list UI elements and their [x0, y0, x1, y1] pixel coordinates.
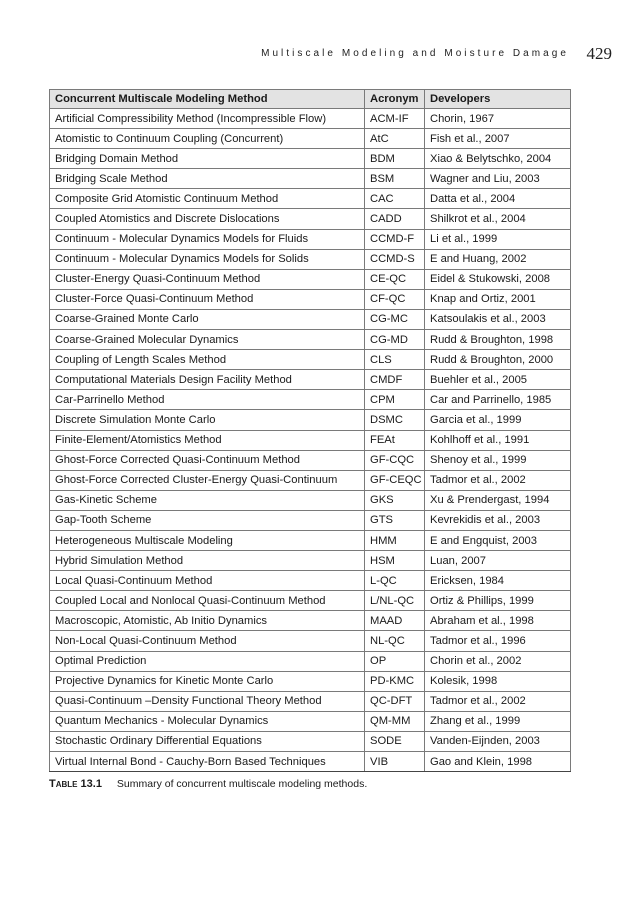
running-head [0, 44, 621, 64]
acronym-cell: CG-MD [365, 330, 425, 350]
acronym-cell: DSMC [365, 410, 425, 430]
acronym-cell: CG-MC [365, 309, 425, 329]
acronym-cell: HSM [365, 551, 425, 571]
method-cell: Gas-Kinetic Scheme [50, 490, 365, 510]
table-row [50, 289, 571, 309]
table-row [50, 571, 571, 591]
method-cell: Coupled Atomistics and Discrete Dislocations [50, 209, 365, 229]
methods-table [49, 89, 571, 772]
method-cell: Coarse-Grained Monte Carlo [50, 309, 365, 329]
table-row [50, 731, 571, 751]
method-cell: Quantum Mechanics - Molecular Dynamics [50, 711, 365, 731]
developers-cell: Fish et al., 2007 [425, 129, 571, 149]
table-row [50, 671, 571, 691]
developers-cell: Ericksen, 1984 [425, 571, 571, 591]
table-row [50, 169, 571, 189]
method-cell: Artificial Compressibility Method (Incompressible Flow) [50, 109, 365, 129]
page-number: 429 [586, 44, 612, 63]
developers-cell: Xu & Prendergast, 1994 [425, 490, 571, 510]
method-cell: Bridging Domain Method [50, 149, 365, 169]
developers-cell: Luan, 2007 [425, 551, 571, 571]
table-row [50, 611, 571, 631]
method-cell: Optimal Prediction [50, 651, 365, 671]
table-row [50, 430, 571, 450]
table-row [50, 229, 571, 249]
method-cell: Ghost-Force Corrected Cluster-Energy Quasi-Continuum [50, 470, 365, 490]
developers-cell: Gao and Klein, 1998 [425, 752, 571, 772]
acronym-cell: CAC [365, 189, 425, 209]
acronym-cell: QC-DFT [365, 691, 425, 711]
developers-cell: Rudd & Broughton, 1998 [425, 330, 571, 350]
method-cell: Heterogeneous Multiscale Modeling [50, 530, 365, 550]
table-row [50, 370, 571, 390]
method-cell: Continuum - Molecular Dynamics Models for Solids [50, 249, 365, 269]
method-cell: Cluster-Energy Quasi-Continuum Method [50, 269, 365, 289]
method-cell: Finite-Element/Atomistics Method [50, 430, 365, 450]
acronym-cell: AtC [365, 129, 425, 149]
column-header-acronym: Acronym [365, 90, 425, 109]
developers-cell: Shilkrot et al., 2004 [425, 209, 571, 229]
table-row [50, 249, 571, 269]
acronym-cell: SODE [365, 731, 425, 751]
method-cell: Coupling of Length Scales Method [50, 350, 365, 370]
acronym-cell: CADD [365, 209, 425, 229]
acronym-cell: NL-QC [365, 631, 425, 651]
acronym-cell: GTS [365, 510, 425, 530]
developers-cell: Abraham et al., 1998 [425, 611, 571, 631]
acronym-cell: CCMD-F [365, 229, 425, 249]
caption-label: Table 13.1 [49, 778, 102, 790]
method-cell: Non-Local Quasi-Continuum Method [50, 631, 365, 651]
method-cell: Composite Grid Atomistic Continuum Method [50, 189, 365, 209]
header-row [50, 90, 571, 109]
table-row [50, 530, 571, 550]
acronym-cell: CPM [365, 390, 425, 410]
acronym-cell: MAAD [365, 611, 425, 631]
table-row [50, 109, 571, 129]
developers-cell: Vanden-Eijnden, 2003 [425, 731, 571, 751]
acronym-cell: OP [365, 651, 425, 671]
acronym-cell: HMM [365, 530, 425, 550]
method-cell: Coarse-Grained Molecular Dynamics [50, 330, 365, 350]
running-title: Multiscale Modeling and Moisture Damage [261, 48, 569, 59]
developers-cell: Wagner and Liu, 2003 [425, 169, 571, 189]
acronym-cell: BDM [365, 149, 425, 169]
acronym-cell: QM-MM [365, 711, 425, 731]
table-row [50, 651, 571, 671]
caption-text: Summary of concurrent multiscale modeling methods. [116, 778, 368, 790]
developers-cell: Knap and Ortiz, 2001 [425, 289, 571, 309]
table-row [50, 129, 571, 149]
table-row [50, 510, 571, 530]
acronym-cell: L/NL-QC [365, 591, 425, 611]
acronym-cell: GF-CQC [365, 450, 425, 470]
column-header-developers: Developers [425, 90, 571, 109]
acronym-cell: PD-KMC [365, 671, 425, 691]
table-row [50, 490, 571, 510]
method-cell: Computational Materials Design Facility Method [50, 370, 365, 390]
developers-cell: Kevrekidis et al., 2003 [425, 510, 571, 530]
method-cell: Cluster-Force Quasi-Continuum Method [50, 289, 365, 309]
table-row [50, 551, 571, 571]
acronym-cell: BSM [365, 169, 425, 189]
table-row [50, 631, 571, 651]
table-row [50, 209, 571, 229]
acronym-cell: VIB [365, 752, 425, 772]
developers-cell: Rudd & Broughton, 2000 [425, 350, 571, 370]
table-caption [49, 778, 367, 790]
developers-cell: E and Engquist, 2003 [425, 530, 571, 550]
acronym-cell: CE-QC [365, 269, 425, 289]
acronym-cell: GKS [365, 490, 425, 510]
method-cell: Hybrid Simulation Method [50, 551, 365, 571]
developers-cell: Tadmor et al., 1996 [425, 631, 571, 651]
method-cell: Bridging Scale Method [50, 169, 365, 189]
acronym-cell: CMDF [365, 370, 425, 390]
table-row [50, 691, 571, 711]
acronym-cell: CLS [365, 350, 425, 370]
developers-cell: Tadmor et al., 2002 [425, 470, 571, 490]
developers-cell: E and Huang, 2002 [425, 249, 571, 269]
table-body [50, 109, 571, 772]
developers-cell: Car and Parrinello, 1985 [425, 390, 571, 410]
developers-cell: Ortiz & Phillips, 1999 [425, 591, 571, 611]
developers-cell: Garcia et al., 1999 [425, 410, 571, 430]
acronym-cell: CF-QC [365, 289, 425, 309]
method-cell: Stochastic Ordinary Differential Equations [50, 731, 365, 751]
developers-cell: Zhang et al., 1999 [425, 711, 571, 731]
developers-cell: Shenoy et al., 1999 [425, 450, 571, 470]
table-row [50, 189, 571, 209]
table-row [50, 309, 571, 329]
method-cell: Quasi-Continuum –Density Functional Theory Method [50, 691, 365, 711]
developers-cell: Katsoulakis et al., 2003 [425, 309, 571, 329]
acronym-cell: CCMD-S [365, 249, 425, 269]
developers-cell: Kolesik, 1998 [425, 671, 571, 691]
developers-cell: Chorin, 1967 [425, 109, 571, 129]
table-row [50, 269, 571, 289]
method-cell: Projective Dynamics for Kinetic Monte Carlo [50, 671, 365, 691]
method-cell: Macroscopic, Atomistic, Ab Initio Dynamics [50, 611, 365, 631]
method-cell: Coupled Local and Nonlocal Quasi-Continuum Method [50, 591, 365, 611]
table-row [50, 390, 571, 410]
developers-cell: Xiao & Belytschko, 2004 [425, 149, 571, 169]
table-row [50, 410, 571, 430]
table-row [50, 711, 571, 731]
table-row [50, 591, 571, 611]
method-cell: Car-Parrinello Method [50, 390, 365, 410]
method-cell: Ghost-Force Corrected Quasi-Continuum Method [50, 450, 365, 470]
developers-cell: Buehler et al., 2005 [425, 370, 571, 390]
developers-cell: Eidel & Stukowski, 2008 [425, 269, 571, 289]
method-cell: Continuum - Molecular Dynamics Models for Fluids [50, 229, 365, 249]
developers-cell: Datta et al., 2004 [425, 189, 571, 209]
developers-cell: Li et al., 1999 [425, 229, 571, 249]
table-row [50, 350, 571, 370]
table-row [50, 470, 571, 490]
method-cell: Atomistic to Continuum Coupling (Concurrent) [50, 129, 365, 149]
method-cell: Local Quasi-Continuum Method [50, 571, 365, 591]
table-row [50, 450, 571, 470]
acronym-cell: FEAt [365, 430, 425, 450]
acronym-cell: L-QC [365, 571, 425, 591]
method-cell: Discrete Simulation Monte Carlo [50, 410, 365, 430]
acronym-cell: GF-CEQC [365, 470, 425, 490]
table-row [50, 752, 571, 772]
method-cell: Virtual Internal Bond - Cauchy-Born Based Techniques [50, 752, 365, 772]
table-row [50, 149, 571, 169]
developers-cell: Chorin et al., 2002 [425, 651, 571, 671]
acronym-cell: ACM-IF [365, 109, 425, 129]
developers-cell: Kohlhoff et al., 1991 [425, 430, 571, 450]
column-header-method: Concurrent Multiscale Modeling Method [50, 90, 365, 109]
table-row [50, 330, 571, 350]
table-header [50, 90, 571, 109]
method-cell: Gap-Tooth Scheme [50, 510, 365, 530]
developers-cell: Tadmor et al., 2002 [425, 691, 571, 711]
